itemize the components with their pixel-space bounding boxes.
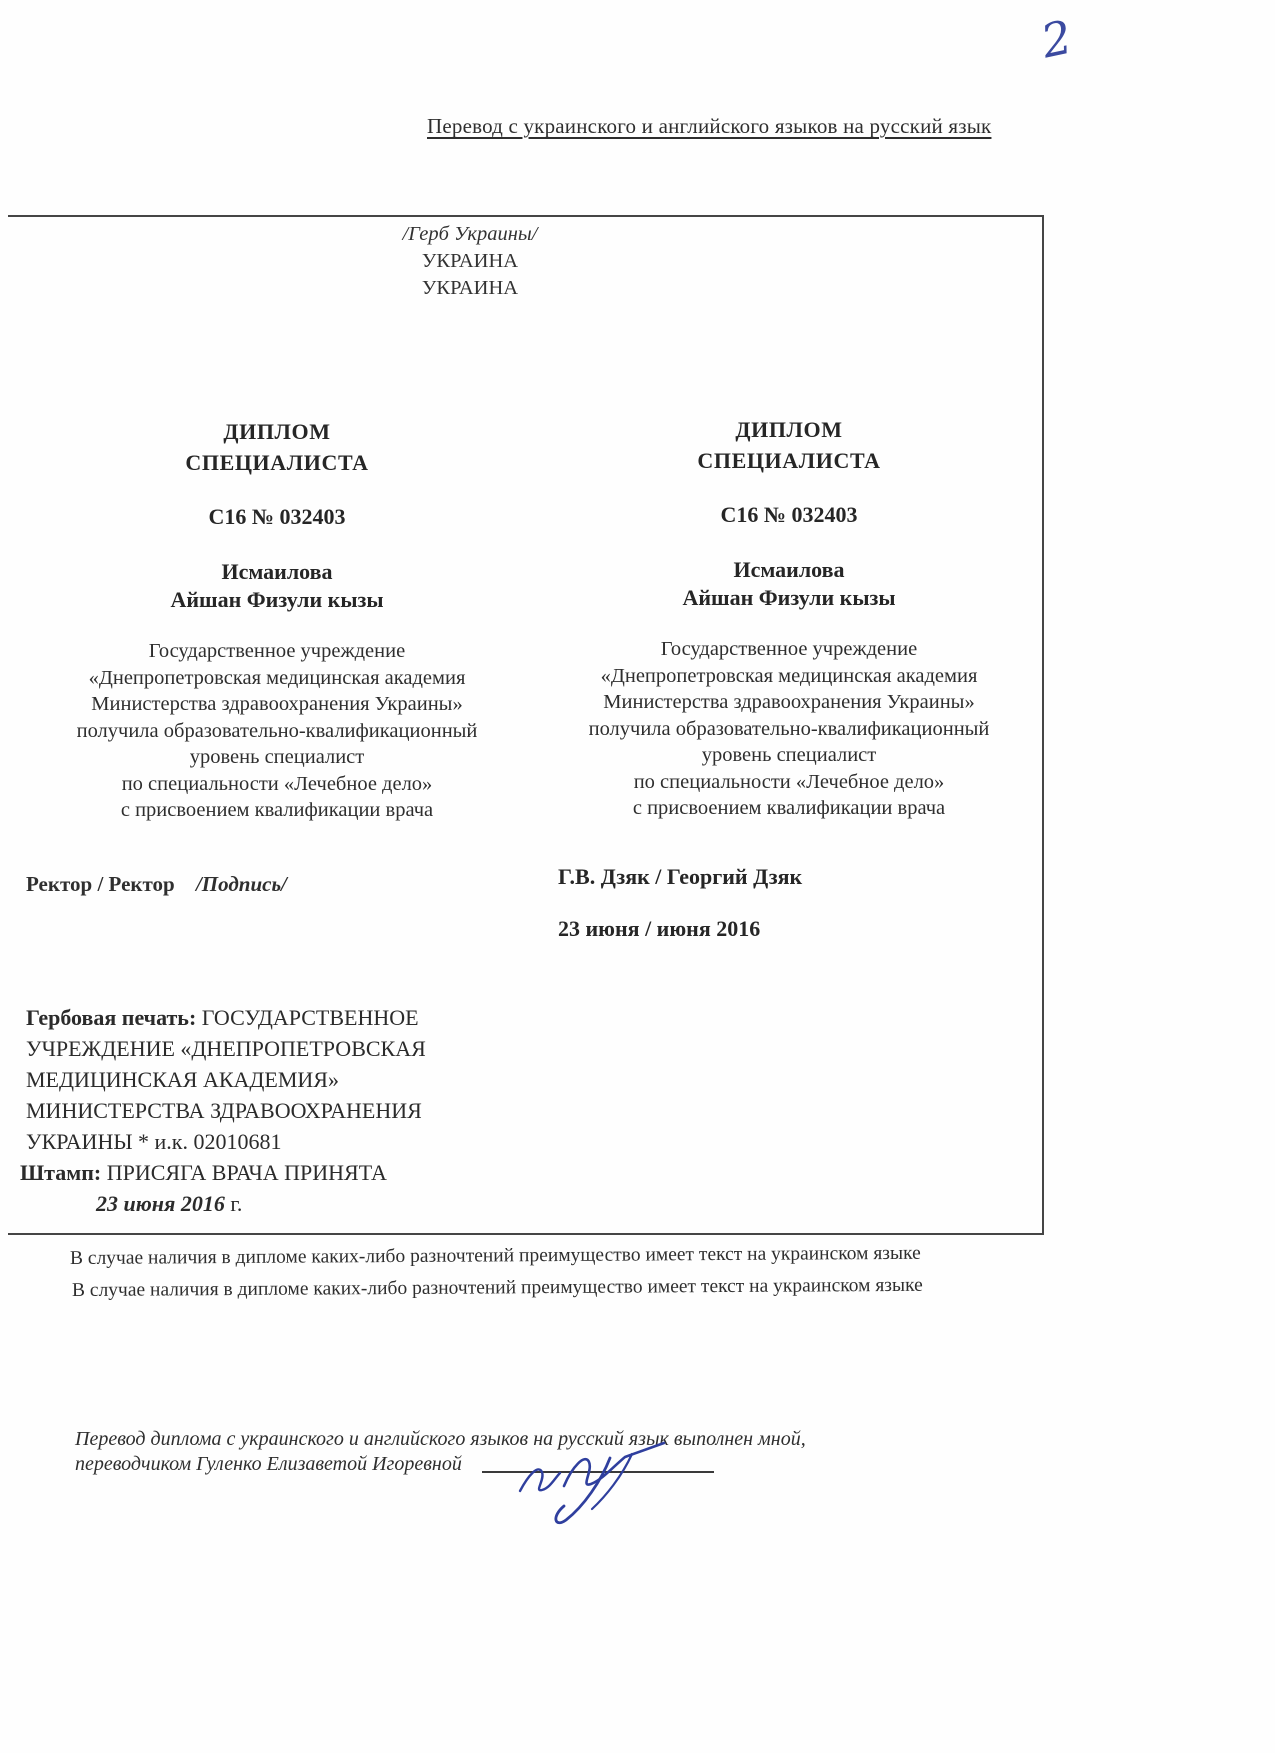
text-line: Министерства здравоохранения Украины»: [603, 691, 975, 713]
seal-description: [26, 1002, 526, 1157]
rector-label: Ректор / Ректор: [26, 872, 175, 896]
discrepancy-note: В случае наличия в дипломе каких-либо разночтений преимущество имеет текст на украинском языке: [71, 1274, 923, 1301]
text-line: УКРАИНА: [421, 250, 519, 272]
stamp-label: Штамп:: [20, 1160, 102, 1185]
seal-line: УКРАИНЫ * и.к. 02010681: [26, 1129, 282, 1154]
diploma-number: С16 № 032403: [208, 504, 346, 529]
graduate-name: [30, 558, 524, 614]
text-line: Айшан Физули кызы: [682, 585, 896, 610]
text-line: по специальности «Лечебное дело»: [121, 772, 433, 795]
text-line: Государственное учреждение: [660, 638, 918, 660]
stamp-description: [20, 1160, 387, 1186]
signature-placeholder-note: /Подпись/: [195, 872, 287, 896]
diploma-column-right: [542, 414, 1036, 822]
seal-line: МЕДИЦИНСКАЯ АКАДЕМИЯ»: [26, 1067, 339, 1092]
text-line: уровень специалист: [701, 744, 877, 766]
text-line: СПЕЦИАЛИСТА: [697, 448, 881, 473]
text-line: Айшан Физули кызы: [170, 587, 384, 612]
text-line: Министерства здравоохранения Украины»: [91, 693, 463, 715]
seal-line: МИНИСТЕРСТВА ЗДРАВООХРАНЕНИЯ: [26, 1098, 422, 1123]
text-line: ДИПЛОМ: [735, 417, 843, 442]
text-line: Государственное учреждение: [148, 640, 406, 662]
rector-signature-line: [26, 872, 287, 897]
seal-text: ГОСУДАРСТВЕННОЕ: [201, 1005, 419, 1030]
rector-name: Г.В. Дзяк / Георгий Дзяк: [558, 864, 803, 889]
diploma-body-text: [542, 636, 1036, 822]
stamp-text: ПРИСЯГА ВРАЧА ПРИНЯТА: [106, 1160, 387, 1185]
translator-name-line: переводчиком Гуленко Елизаветой Игоревной: [75, 1453, 462, 1475]
seal-line: [26, 1002, 526, 1033]
country-name-lines: [150, 248, 790, 302]
emblem-note: /Герб Украины/: [402, 223, 538, 245]
diploma-date: 23 июня / июня 2016: [558, 916, 761, 941]
diploma-column-left: [30, 416, 524, 824]
stamp-date-suffix: г.: [230, 1191, 243, 1216]
text-line: уровень специалист: [189, 746, 365, 768]
text-line: получила образовательно-квалификационный: [76, 719, 478, 742]
diploma-body-text: [30, 638, 524, 824]
seal-label: Гербовая печать:: [26, 1005, 197, 1030]
graduate-name: [542, 556, 1036, 612]
text-line: Исмаилова: [733, 557, 845, 582]
handwritten-page-number: 2: [1036, 9, 1077, 69]
diploma-title: [30, 416, 524, 478]
translator-statement: Перевод диплома с украинского и английского языков на русский язык выполнен мной,: [75, 1428, 806, 1450]
text-line: с присвоением квалификации врача: [120, 799, 434, 821]
text-line: по специальности «Лечебное дело»: [633, 770, 945, 793]
discrepancy-note: В случае наличия в дипломе каких-либо разночтений преимущество имеет текст на украинском языке: [69, 1242, 921, 1269]
seal-line: УЧРЕЖДЕНИЕ «ДНЕПРОПЕТРОВСКАЯ: [26, 1036, 426, 1061]
translator-signature-ink: [512, 1436, 682, 1528]
text-line: УКРАИНА: [421, 277, 519, 299]
text-line: Исмаилова: [221, 559, 333, 584]
emblem-block: [150, 221, 790, 302]
diploma-number: С16 № 032403: [720, 502, 858, 527]
stamp-date: 23 июня 2016: [96, 1191, 225, 1216]
diploma-title: [542, 414, 1036, 476]
stamp-date-line: [96, 1191, 242, 1217]
text-line: «Днепропетровская медицинская академия: [600, 664, 978, 687]
text-line: с присвоением квалификации врача: [632, 797, 946, 819]
text-line: получила образовательно-квалификационный: [588, 717, 990, 740]
text-line: «Днепропетровская медицинская академия: [88, 666, 466, 689]
text-line: ДИПЛОМ: [223, 419, 331, 444]
text-line: СПЕЦИАЛИСТА: [185, 450, 369, 475]
translation-direction-header: Перевод с украинского и английского языков на русский язык: [427, 114, 992, 138]
